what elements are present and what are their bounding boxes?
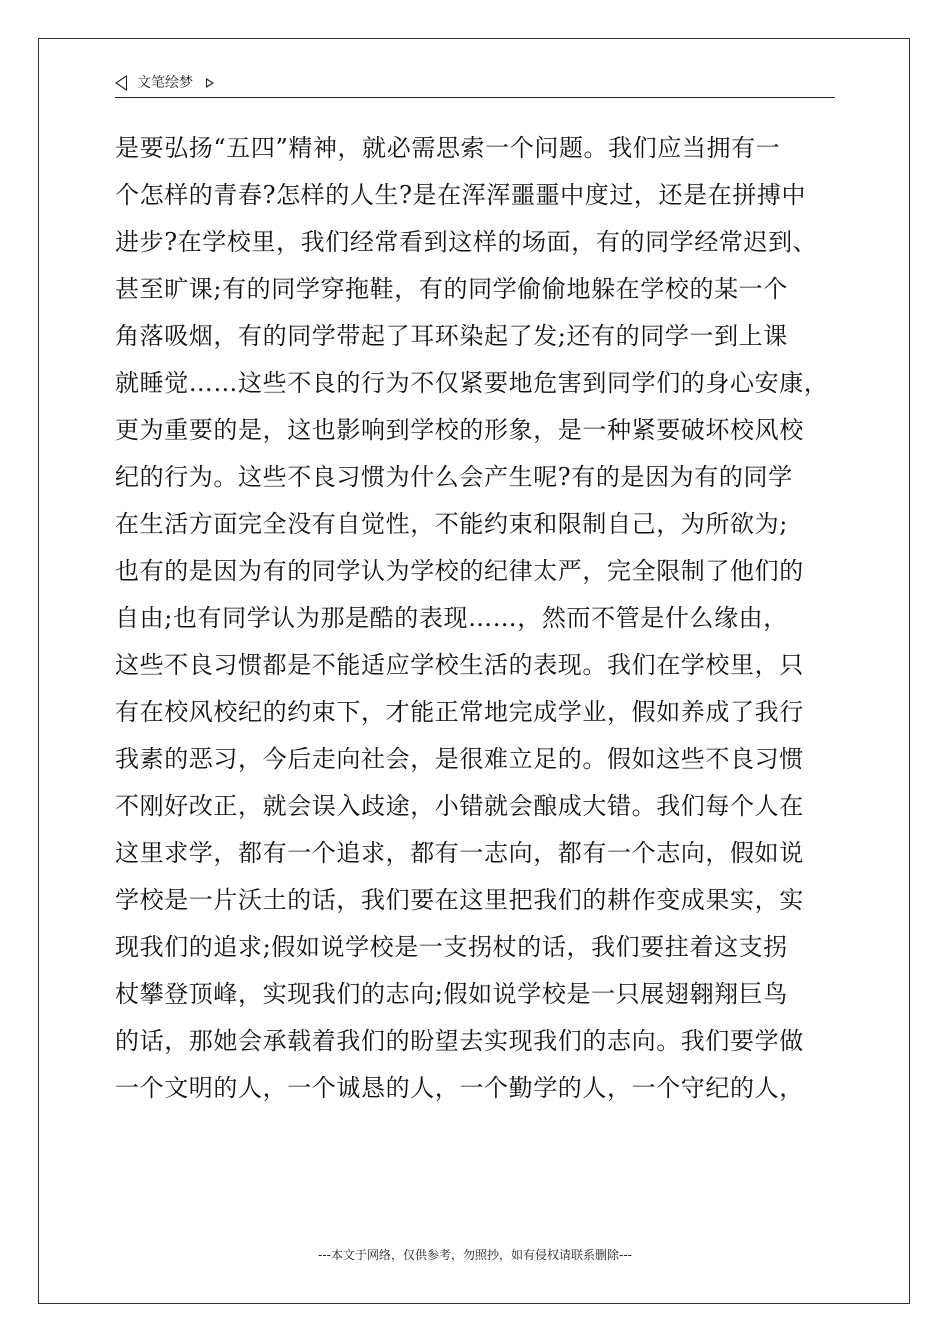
- text-line: 是要弘扬“五四”精神，就必需思索一个问题。我们应当拥有一: [115, 134, 781, 162]
- text-line: 进步?在学校里，我们经常看到这样的场面，有的同学经常迟到、: [115, 228, 818, 256]
- text-line: 杖攀登顶峰，实现我们的志向;假如说学校是一只展翅翱翔巨鸟: [115, 980, 788, 1008]
- text-line: 个怎样的青春?怎样的人生?是在浑浑噩噩中度过，还是在拼搏中: [115, 181, 807, 209]
- text-line: 更为重要的是，这也影响到学校的形象，是一种紧要破坏校风校: [115, 416, 804, 444]
- text-line: 就睡觉……这些不良的行为不仅紧要地危害到同学们的身心安康，: [115, 369, 829, 397]
- text-line: 学校是一片沃土的话，我们要在这里把我们的耕作变成果实，实: [115, 886, 804, 914]
- text-line: 纪的行为。这些不良习惯为什么会产生呢?有的是因为有的同学: [115, 463, 793, 491]
- text-line: 自由;也有同学认为那是酷的表现……，然而不管是什么缘由，: [115, 604, 788, 632]
- text-line: 现我们的追求;假如说学校是一支拐杖的话，我们要拄着这支拐: [115, 933, 788, 961]
- text-line: 也有的是因为有的同学认为学校的纪律太严，完全限制了他们的: [115, 557, 804, 585]
- text-line: 的话，那她会承载着我们的盼望去实现我们的志向。我们要学做: [115, 1027, 804, 1055]
- text-line: 角落吸烟，有的同学带起了耳环染起了发;还有的同学一到上课: [115, 322, 788, 350]
- triangle-right-icon: [206, 78, 214, 88]
- text-line: 这里求学，都有一个追求，都有一志向，都有一个志向，假如说: [115, 839, 804, 867]
- text-line: 一个文明的人，一个诚恳的人，一个勤学的人，一个守纪的人，: [115, 1074, 804, 1102]
- page-header: [115, 72, 835, 98]
- page-footer: ---本文于网络，仅供参考，勿照抄，如有侵权请联系删除---: [318, 1248, 632, 1262]
- text-line: 不刚好改正，就会误入歧途，小错就会酿成大错。我们每个人在: [115, 792, 804, 820]
- text-line: 我素的恶习，今后走向社会，是很难立足的。假如这些不良习惯: [115, 745, 804, 773]
- triangle-left-icon: [115, 75, 127, 91]
- body-text: [115, 126, 855, 1113]
- text-line: 在生活方面完全没有自觉性，不能约束和限制自己，为所欲为;: [115, 510, 788, 538]
- text-line: 这些不良习惯都是不能适应学校生活的表现。我们在学校里，只: [115, 651, 804, 679]
- header-title: 文笔绘梦: [137, 75, 193, 91]
- text-line: 甚至旷课;有的同学穿拖鞋，有的同学偷偷地躲在学校的某一个: [115, 275, 788, 303]
- text-line: 有在校风校纪的约束下，才能正常地完成学业，假如养成了我行: [115, 698, 804, 726]
